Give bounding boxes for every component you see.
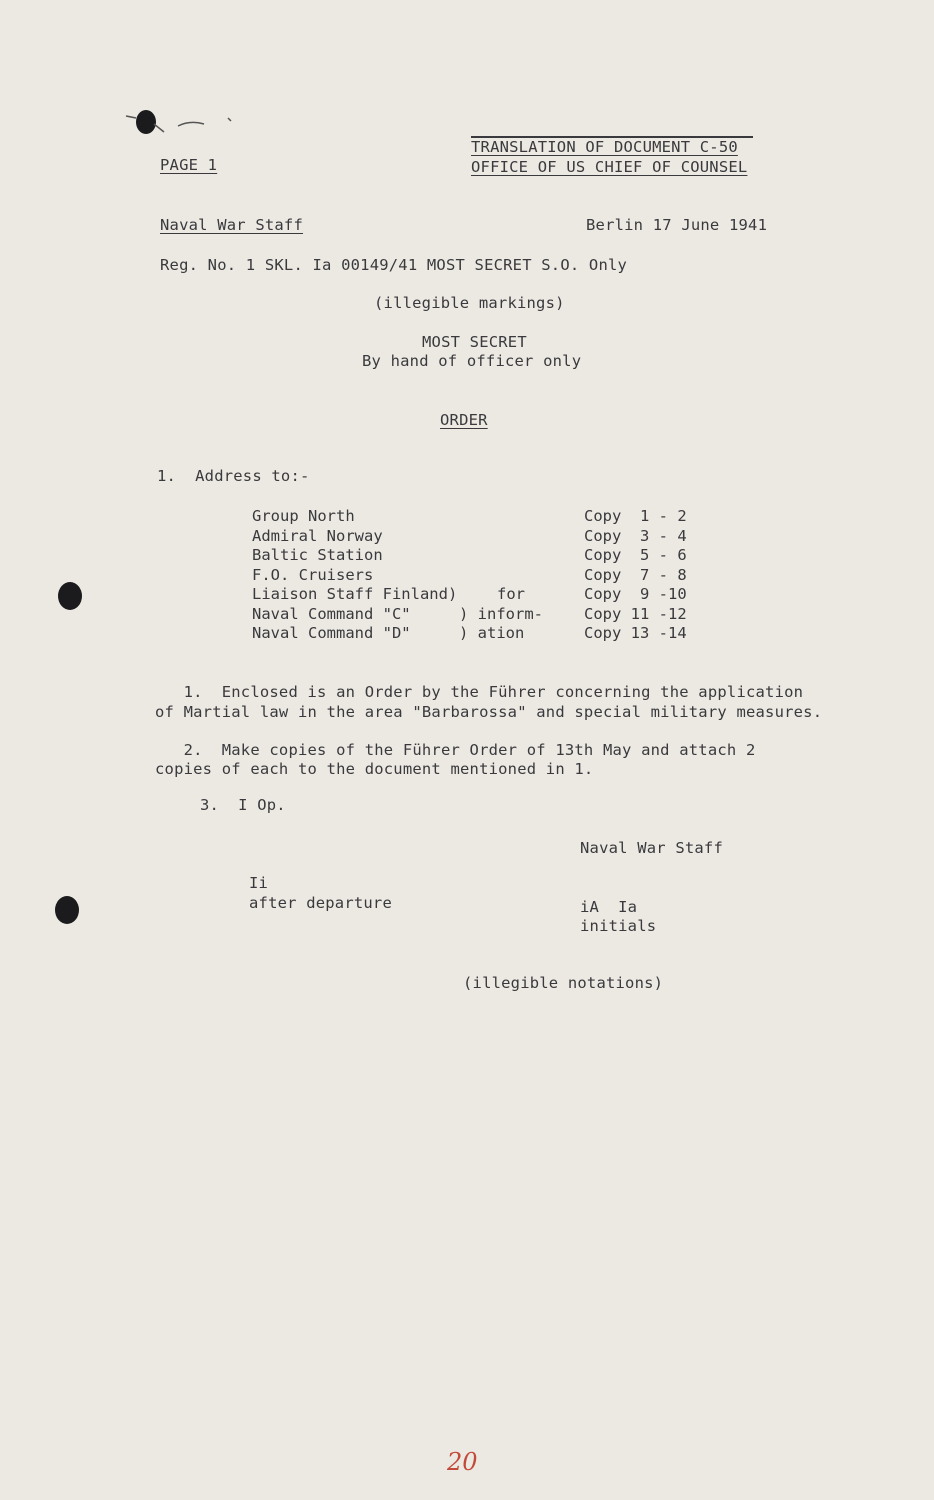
classification-line1: MOST SECRET [422,333,527,351]
distribution-row [252,566,712,585]
copy-numbers: Copy 5 - 6 [584,546,687,564]
punch-hole-top [58,582,82,610]
recipient-name: Admiral Norway [252,527,383,545]
registration-line: Reg. No. 1 SKL. Ia 00149/41 MOST SECRET S.O. Only [160,256,628,274]
illegible-markings: (illegible markings) [374,294,565,312]
copy-numbers: Copy 13 -14 [584,624,687,642]
place-date: Berlin 17 June 1941 [586,216,768,234]
classification-line2: By hand of officer only [362,352,582,370]
distribution-row [252,546,712,565]
copy-numbers: Copy 3 - 4 [584,527,687,545]
page-label: PAGE 1 [160,156,218,174]
copy-numbers: Copy 1 - 2 [584,507,687,525]
copy-numbers: Copy 9 -10 [584,585,687,603]
paragraph-2-line1: 2. Make copies of the Führer Order of 13th May and attach 2 [155,741,756,759]
illegible-notations: (illegible notations) [463,974,664,992]
recipient-name: Naval Command "C" [252,605,411,623]
paragraph-1-line1: 1. Enclosed is an Order by the Führer concerning the application [155,683,804,701]
left-note-line2: after departure [249,894,392,912]
recipient-note: ) inform- [459,605,543,623]
recipient-name: Liaison Staff Finland) [252,585,458,603]
ink-blot-mark [118,104,243,144]
distribution-row [252,605,712,624]
address-heading: 1. Address to:- [157,467,310,485]
distribution-row [252,507,712,526]
recipient-name: Naval Command "D" [252,624,411,642]
recipient-note: ) ation [459,624,525,642]
document-title: TRANSLATION OF DOCUMENT C-50 [471,138,738,156]
punch-hole-bottom [55,896,79,924]
sheet-number: 20 [447,1448,478,1476]
right-note-line2: initials [580,917,657,935]
copy-numbers: Copy 11 -12 [584,605,687,623]
copy-numbers: Copy 7 - 8 [584,566,687,584]
distribution-row [252,585,712,604]
recipient-name: Group North [252,507,355,525]
recipient-name: F.O. Cruisers [252,566,374,584]
distribution-row [252,624,712,643]
right-note-line1: iA Ia [580,898,638,916]
order-title: ORDER [440,411,488,429]
paragraph-1-line2: of Martial law in the area "Barbarossa" and special military measures. [155,703,823,721]
paragraph-2-line2: copies of each to the document mentioned in 1. [155,760,594,778]
recipient-note: for [497,585,525,603]
sender: Naval War Staff [160,216,303,234]
left-note-line1: Ii [249,874,269,892]
paragraph-3: 3. I Op. [200,796,286,814]
distribution-row [252,527,712,546]
recipient-name: Baltic Station [252,546,383,564]
office-title: OFFICE OF US CHIEF OF COUNSEL [471,158,748,176]
signature-block: Naval War Staff [580,839,723,857]
